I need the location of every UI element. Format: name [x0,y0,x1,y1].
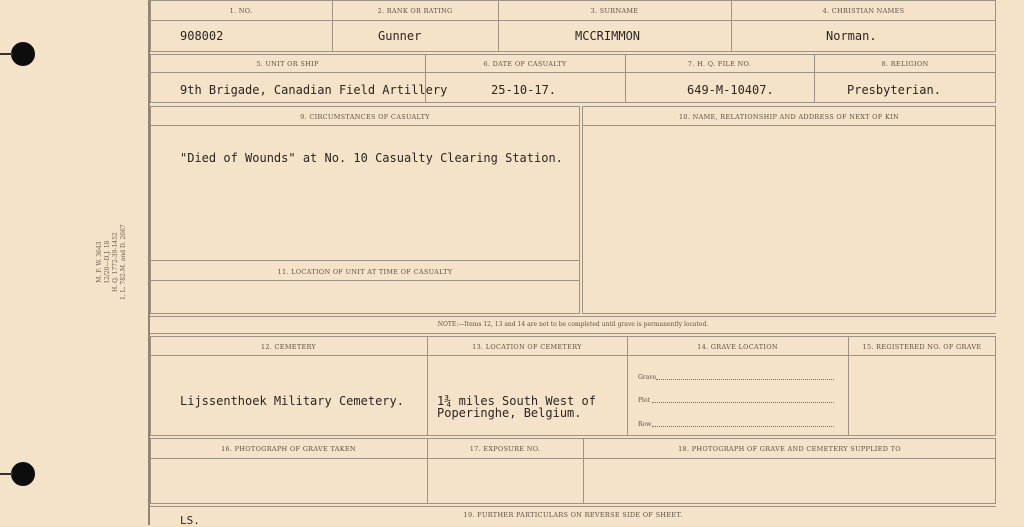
header-christian-names: 4. CHRISTIAN NAMES [822,7,905,15]
form-reference [96,224,128,300]
form-ref-line1: M. F. W. 3643 [96,241,103,283]
form-ref-line2: 12/20—D.J. 18 [104,240,111,284]
photograph-row-rule [150,458,996,459]
cemetery-row [150,336,996,436]
grave-label: Grave [638,374,657,381]
service-number: 908002 [180,29,224,43]
form-ref-line4: 1. L. 782-M. and D. 2667 [120,224,127,300]
row-dotted-line [652,426,834,427]
date-value: 25-10-17. [491,83,557,97]
header-further-particulars: 19. FURTHER PARTICULARS ON REVERSE SIDE OF SHEET. [463,511,683,519]
next-of-kin-box [582,106,996,314]
location-cemetery-line1: 1¾ miles South West of [437,394,596,408]
surname-value: MCCRIMMON [575,29,641,43]
religion-value: Presbyterian. [847,83,941,97]
note-top-rule [150,316,996,317]
header-location-cemetery: 13. LOCATION OF CEMETERY [472,343,582,351]
circumstances-rule [150,125,580,126]
cemetery-row-rule [150,355,996,356]
row-label: Row [638,421,652,428]
further-top-rule [150,506,996,507]
hq-file-value: 649-M-10407. [687,83,774,97]
clerk-initials: LS. [180,514,200,527]
header-next-of-kin: 10. NAME, RELATIONSHIP AND ADDRESS OF NEXT OF KIN [678,113,899,121]
header-grave-location: 14. GRAVE LOCATION [697,343,778,351]
header-no: 1. NO. [229,7,253,15]
next-of-kin-rule [582,125,996,126]
cemetery-value: Lijssenthoek Military Cemetery. [180,394,404,408]
header-photo-supplied: 18. PHOTOGRAPH OF GRAVE AND CEMETERY SUPPLIED TO [678,445,901,453]
divider [627,336,628,436]
grave-dotted-line [656,379,834,380]
header-photo-taken: 16. PHOTOGRAPH OF GRAVE TAKEN [221,445,356,453]
row-identity-rule [150,20,996,21]
header-location-unit: 11. LOCATION OF UNIT AT TIME OF CASUALTY [277,268,453,276]
circumstances-box [150,106,580,314]
header-circumstances: 9. CIRCUMSTANCES OF CASUALTY [300,113,430,121]
punch-hole-top [11,42,35,66]
divider [427,336,428,436]
row-unit-rule [150,72,996,73]
location-unit-rule [150,280,580,281]
rank-value: Gunner [378,29,422,43]
header-hq-file: 7. H. Q. FILE NO. [687,60,752,68]
location-unit-top-rule [150,260,580,261]
circumstances-value: "Died of Wounds" at No. 10 Casualty Clearing Station. [180,151,563,165]
header-exposure: 17. EXPOSURE NO. [469,445,541,453]
header-registered-no: 15. REGISTERED NO. OF GRAVE [862,343,982,351]
location-cemetery-line2: Poperinghe, Belgium. [437,406,582,420]
unit-value: 9th Brigade, Canadian Field Artillery [180,83,448,97]
header-date: 6. DATE OF CASUALTY [483,60,567,68]
note-text: NOTE:—Items 12, 13 and 14 are not to be completed until grave is permanently located. [437,321,709,328]
plot-label: Plot [638,397,650,404]
header-unit: 5. UNIT OR SHIP [256,60,319,68]
header-cemetery: 12. CEMETERY [260,343,317,351]
divider [848,336,849,436]
note-bottom-rule [150,333,996,334]
header-rank: 2. RANK OR RATING [377,7,453,15]
plot-dotted-line [652,402,834,403]
christian-names-value: Norman. [826,29,877,43]
header-religion: 8. RELIGION [881,60,929,68]
punch-hole-bottom [11,462,35,486]
header-surname: 3. SURNAME [590,7,639,15]
form-ref-line3: H. Q. 1772-39-1452 [112,232,119,292]
